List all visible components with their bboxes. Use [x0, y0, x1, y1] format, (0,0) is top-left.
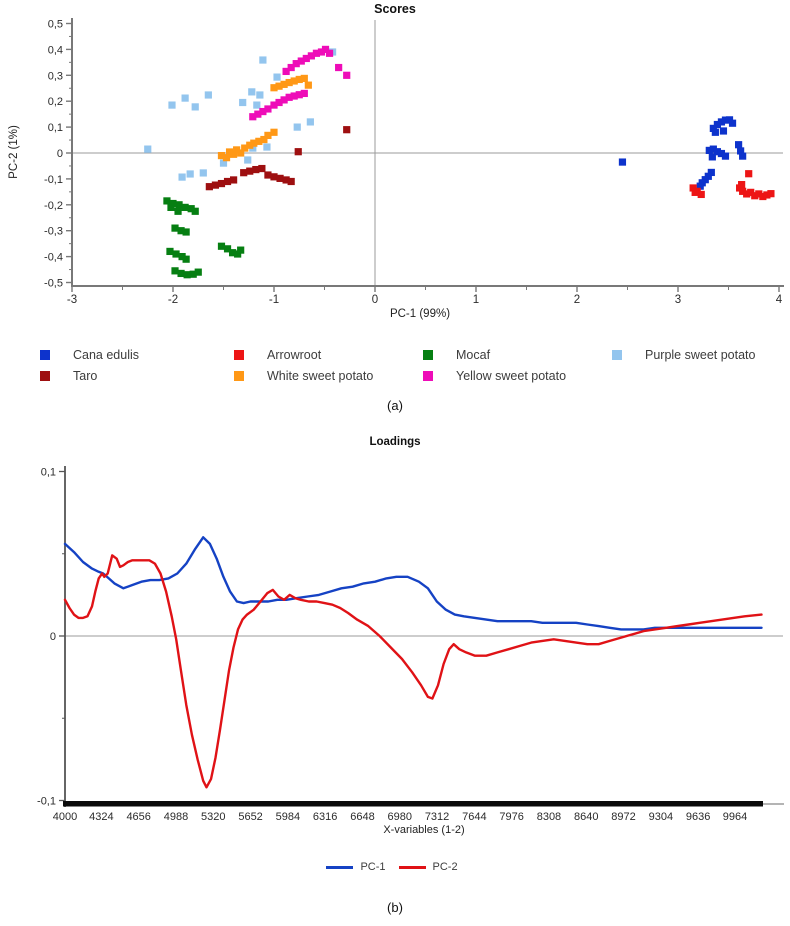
series-purple-sweet-potato — [144, 48, 336, 180]
x-tick-label: 6648 — [350, 811, 375, 823]
y-axis — [37, 466, 65, 808]
data-point — [720, 127, 727, 134]
data-point — [301, 90, 308, 97]
legend-column — [234, 349, 373, 391]
data-point — [343, 126, 350, 133]
scores-chart-title: Scores — [374, 2, 416, 16]
legend-swatch-icon — [612, 350, 622, 360]
legend-item-arrowroot — [234, 349, 373, 361]
x-tick-label: 6980 — [387, 811, 413, 823]
data-point — [767, 190, 774, 197]
data-point — [182, 94, 189, 101]
legend-item-yellow-sweet-potato — [423, 370, 566, 382]
zero-crosshair — [72, 20, 783, 285]
data-point — [263, 143, 270, 150]
legend-swatch-icon — [40, 350, 50, 360]
x-tick-label: 9964 — [722, 811, 748, 823]
data-point — [237, 247, 244, 254]
legend-line-swatch-icon — [326, 866, 353, 869]
y-tick-label: -0,1 — [37, 795, 56, 808]
data-point — [144, 146, 151, 153]
y-tick-label: 0,4 — [47, 44, 63, 57]
legend-label: Purple sweet potato — [645, 348, 756, 362]
y-tick-label: 0,2 — [47, 96, 63, 109]
data-point — [239, 99, 246, 106]
scores-scatter-plot — [0, 0, 790, 332]
y-tick-label: 0 — [56, 148, 63, 160]
y-tick-label: 0,1 — [47, 122, 63, 135]
x-tick-label: 4988 — [163, 811, 189, 823]
data-point — [256, 91, 263, 98]
data-point — [192, 103, 199, 110]
data-point — [307, 118, 314, 125]
legend-label: Arrowroot — [267, 348, 322, 362]
x-tick-label: 3 — [674, 294, 682, 306]
data-point — [335, 64, 342, 71]
series-mocaf — [163, 197, 244, 278]
y-tick-label: 0,5 — [47, 18, 63, 31]
data-point — [709, 153, 716, 160]
x-tick-label: 4 — [775, 294, 783, 306]
x-tick-label: 7976 — [499, 811, 524, 823]
legend-column — [423, 349, 566, 391]
data-point — [288, 178, 295, 185]
data-point — [738, 181, 745, 188]
data-point — [273, 74, 280, 81]
legend-column — [40, 349, 139, 391]
legend-label: Taro — [73, 369, 98, 383]
data-point — [735, 141, 742, 148]
data-point — [326, 50, 333, 57]
data-point — [253, 101, 260, 108]
data-point — [200, 169, 207, 176]
legend-column — [612, 349, 756, 370]
legend-item-cana-edulis — [40, 349, 139, 361]
legend-swatch-icon — [423, 350, 433, 360]
data-point — [270, 129, 277, 136]
scores-y-axis-label: PC-2 (1%) — [8, 125, 20, 179]
x-tick-label: -1 — [268, 294, 280, 306]
x-tick-label: 9304 — [648, 811, 674, 823]
y-tick-label: 0,1 — [40, 466, 56, 479]
data-point — [244, 156, 251, 163]
x-tick-label: 5320 — [201, 811, 226, 823]
y-tick-label: -0,1 — [44, 173, 63, 186]
legend-label: Yellow sweet potato — [456, 369, 567, 383]
x-tick-label: 9636 — [685, 811, 711, 823]
y-tick-label: -0,3 — [44, 225, 63, 238]
x-tick-label: 0 — [371, 294, 379, 306]
data-point — [712, 129, 719, 136]
data-point — [168, 101, 175, 108]
data-point — [183, 256, 190, 263]
legend-label: White sweet potato — [267, 369, 374, 383]
x-tick-label: 2 — [573, 294, 581, 306]
x-tick-label: 4324 — [89, 811, 114, 823]
caption-a: (a) — [387, 398, 403, 413]
x-tick-label: 5984 — [275, 811, 301, 823]
data-point — [722, 153, 729, 160]
line-pc-2 — [65, 555, 762, 787]
legend-swatch-icon — [423, 371, 433, 381]
y-tick-label: 0 — [49, 631, 56, 643]
legend-label: Mocaf — [456, 348, 491, 362]
x-axis — [67, 286, 784, 306]
data-point — [301, 75, 308, 82]
data-point — [305, 82, 312, 89]
line-pc-1 — [65, 537, 762, 629]
data-point — [729, 120, 736, 127]
x-tick-label: -3 — [66, 294, 78, 306]
loadings-line-plot — [0, 430, 790, 830]
legend-item-mocaf — [423, 349, 566, 361]
data-point — [174, 208, 181, 215]
data-point — [619, 158, 626, 165]
x-tick-label: 8308 — [536, 811, 562, 823]
data-point — [178, 173, 185, 180]
data-point — [230, 176, 237, 183]
x-tick-label: 6316 — [312, 811, 338, 823]
data-point — [745, 170, 752, 177]
data-point — [187, 170, 194, 177]
x-tick-label: 7312 — [424, 811, 450, 823]
loadings-x-axis-label: X-variables (1-2) — [383, 824, 465, 836]
x-tick-label: 8640 — [574, 811, 599, 823]
y-tick-label: -0,5 — [44, 277, 63, 290]
data-point — [739, 153, 746, 160]
data-point — [343, 72, 350, 79]
legend-line-swatch-icon — [399, 866, 426, 869]
x-tick-label: 1 — [472, 294, 480, 306]
x-tick-label: 4000 — [52, 811, 78, 823]
legend-swatch-icon — [234, 350, 244, 360]
data-point — [183, 228, 190, 235]
legend-item-taro — [40, 370, 139, 382]
data-point — [248, 88, 255, 95]
legend-label: PC-1 — [360, 861, 386, 873]
data-point — [192, 208, 199, 215]
data-point — [294, 124, 301, 131]
x-tick-label: 8972 — [611, 811, 636, 823]
legend-swatch-icon — [40, 371, 50, 381]
data-point — [692, 189, 699, 196]
x-tick-label: -2 — [167, 294, 179, 306]
data-point — [295, 148, 302, 155]
x-tick-label: 7644 — [462, 811, 487, 823]
data-point — [205, 91, 212, 98]
x-tick-label: 4656 — [126, 811, 151, 823]
legend-item-purple-sweet-potato — [612, 349, 756, 361]
data-point — [195, 269, 202, 276]
y-tick-label: 0,3 — [47, 70, 63, 83]
y-axis — [44, 18, 72, 290]
caption-b: (b) — [387, 900, 403, 915]
legend-label: Cana edulis — [73, 348, 140, 362]
legend-label: PC-2 — [432, 861, 458, 873]
legend-swatch-icon — [234, 371, 244, 381]
loadings-chart-title: Loadings — [369, 436, 421, 448]
legend-item-white-sweet-potato — [234, 370, 373, 382]
data-point — [259, 56, 266, 63]
loadings-legend — [0, 861, 790, 873]
y-tick-label: -0,4 — [44, 251, 63, 264]
x-axis — [53, 801, 784, 823]
x-tick-label: 5652 — [238, 811, 263, 823]
y-tick-label: -0,2 — [44, 199, 63, 212]
scores-x-axis-label: PC-1 (99%) — [389, 308, 451, 320]
data-point — [258, 165, 265, 172]
